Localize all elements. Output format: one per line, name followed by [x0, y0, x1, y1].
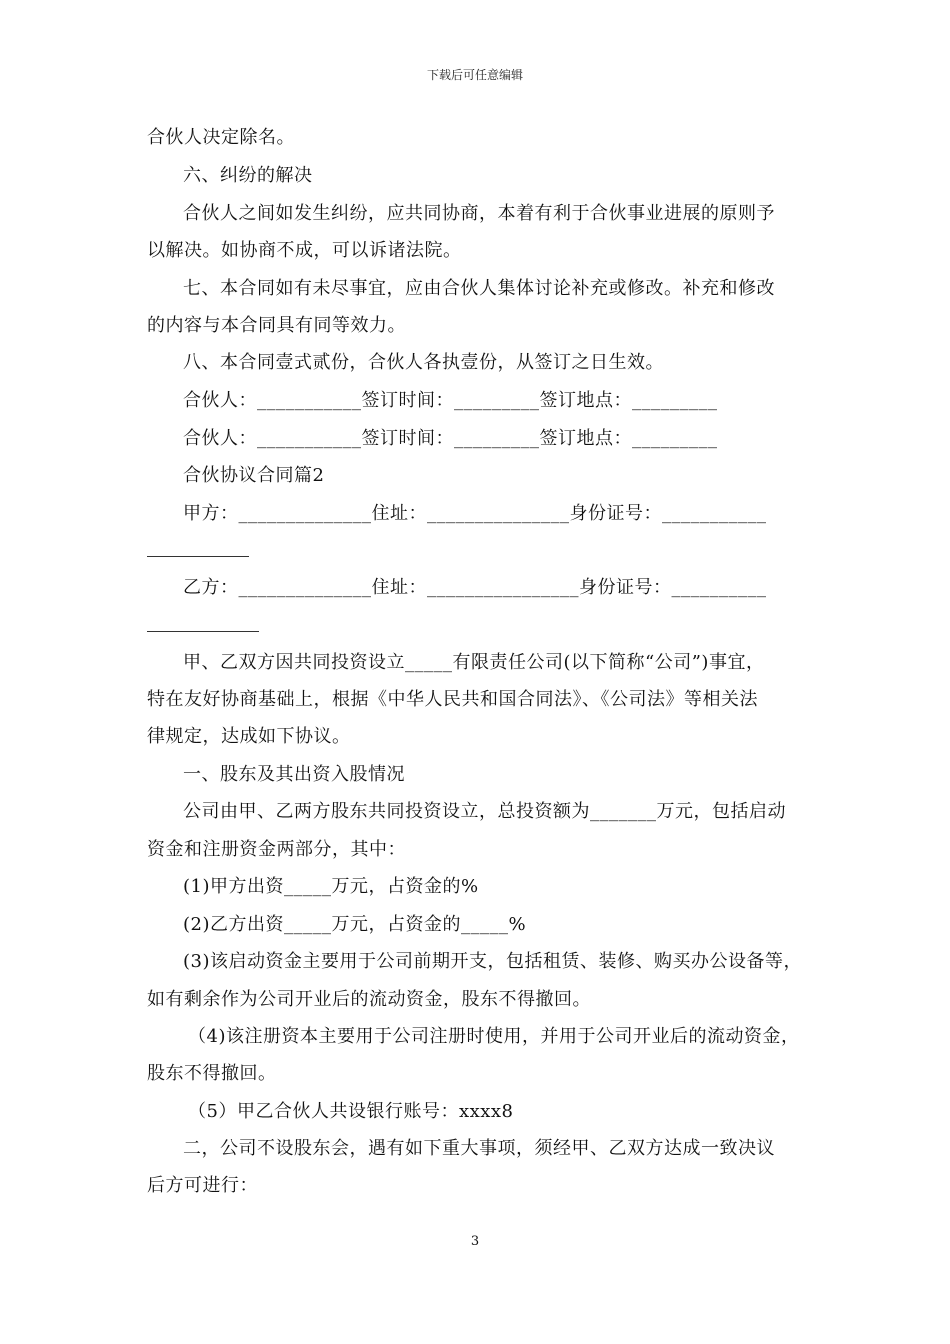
page-header: 下载后可任意编辑 — [426, 68, 523, 82]
blank-underline — [147, 556, 249, 557]
list-item: (1)甲方出资_____万元，占资金的% — [183, 876, 479, 897]
signature-line: 合伙人：___________签订时间：_________签订地点：_________ — [183, 428, 718, 449]
party-b-line: 乙方：______________住址：________________身份证号：__________ — [183, 577, 767, 598]
text-line: 合伙人决定除名。 — [147, 127, 295, 148]
list-item: (3)该启动资金主要用于公司前期开支，包括租赁、装修、购买办公设备等， — [183, 951, 802, 972]
party-a-line: 甲方：______________住址：_______________身份证号：___________ — [183, 503, 767, 524]
text-line: 甲、乙双方因共同投资设立_____有限责任公司(以下简称“公司”)事宜， — [183, 652, 765, 673]
text-line: 如有剩余作为公司开业后的流动资金，股东不得撤回。 — [147, 989, 591, 1010]
list-item: （4)该注册资本主要用于公司注册时使用，并用于公司开业后的流动资金， — [188, 1026, 800, 1047]
text-line: 合伙人之间如发生纠纷，应共同协商，本着有利于合伙事业进展的原则予 — [183, 203, 775, 224]
page-number: 3 — [470, 1234, 480, 1249]
text-line: 七、本合同如有未尽事宜，应由合伙人集体讨论补充或修改。补充和修改 — [183, 278, 775, 299]
list-item: (2)乙方出资_____万元，占资金的_____% — [183, 914, 527, 935]
text-line: 以解决。如协商不成，可以诉诸法院。 — [147, 240, 462, 261]
list-item: （5）甲乙合伙人共设银行账号：xxxx8 — [188, 1101, 514, 1122]
text-line: 律规定，达成如下协议。 — [147, 726, 351, 747]
blank-underline — [147, 631, 259, 632]
section-heading: 一、股东及其出资入股情况 — [183, 764, 405, 785]
signature-line: 合伙人：___________签订时间：_________签订地点：_________ — [183, 390, 718, 411]
text-line: 特在友好协商基础上，根据《中华人民共和国合同法》、《公司法》等相关法 — [147, 689, 758, 710]
text-line: 资金和注册资金两部分，其中： — [147, 839, 406, 860]
text-line: 的内容与本合同具有同等效力。 — [147, 315, 406, 336]
text-line: 二，公司不设股东会，遇有如下重大事项，须经甲、乙双方达成一致决议 — [183, 1138, 775, 1159]
section-title: 合伙协议合同篇2 — [183, 465, 325, 486]
text-line: 公司由甲、乙两方股东共同投资设立，总投资额为_______万元，包括启动 — [183, 801, 786, 822]
text-line: 股东不得撤回。 — [147, 1063, 277, 1084]
section-heading: 六、纠纷的解决 — [183, 165, 313, 186]
text-line: 八、本合同壹式贰份，合伙人各执壹份，从签订之日生效。 — [183, 352, 664, 373]
text-line: 后方可进行： — [147, 1175, 258, 1196]
